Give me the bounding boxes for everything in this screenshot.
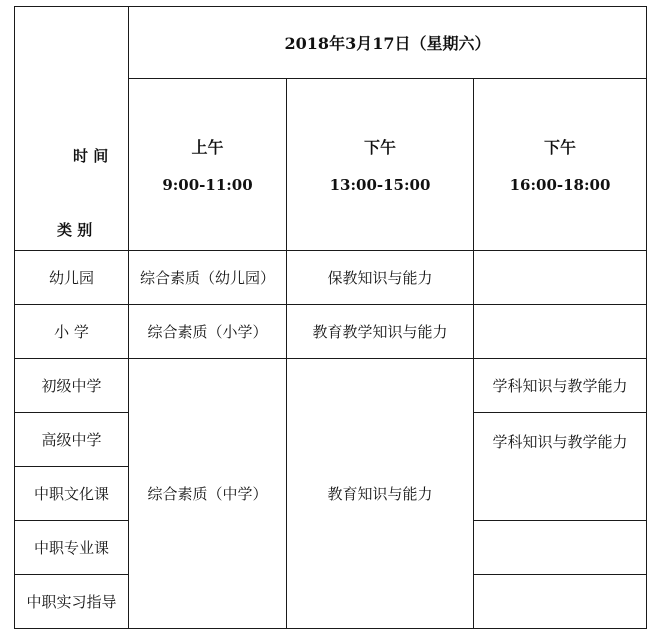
subject-cell: 综合素质（小学） xyxy=(129,305,287,359)
session-time: 9:00-11:00 xyxy=(162,176,253,194)
session-period: 下午 xyxy=(363,138,396,157)
subject-cell: 综合素质（幼儿园） xyxy=(129,251,287,305)
empty-cell xyxy=(474,251,647,305)
category-cell: 高级中学 xyxy=(15,413,129,467)
subject-cell: 学科知识与教学能力 xyxy=(474,359,647,413)
session-header-2 xyxy=(287,79,474,251)
subject-cell: 保教知识与能力 xyxy=(287,251,474,305)
category-cell: 中职文化课 xyxy=(15,467,129,521)
corner-time-label: 时 间 xyxy=(73,147,109,165)
exam-date-header: 2018年3月17日（星期六） xyxy=(129,7,647,79)
session-header-1 xyxy=(129,79,287,251)
session-period: 下午 xyxy=(543,138,576,157)
subject-cell-secondary-s1: 综合素质（中学） xyxy=(129,359,287,629)
category-cell: 小 学 xyxy=(15,305,129,359)
corner-category-label: 类 别 xyxy=(57,221,93,239)
category-cell: 初级中学 xyxy=(15,359,129,413)
subject-cell-secondary-s2: 教育知识与能力 xyxy=(287,359,474,629)
session-header-3 xyxy=(474,79,647,251)
subject-cell: 学科知识与教学能力 xyxy=(474,413,647,521)
subject-cell: 教育教学知识与能力 xyxy=(287,305,474,359)
table-row xyxy=(15,359,647,413)
empty-cell xyxy=(474,575,647,629)
session-time: 13:00-15:00 xyxy=(329,176,431,194)
category-cell: 中职实习指导 xyxy=(15,575,129,629)
session-time: 16:00-18:00 xyxy=(509,176,611,194)
empty-cell xyxy=(474,521,647,575)
category-cell: 幼儿园 xyxy=(15,251,129,305)
corner-header-cell xyxy=(15,7,129,251)
session-period: 上午 xyxy=(191,138,224,157)
empty-cell xyxy=(474,305,647,359)
category-cell: 中职专业课 xyxy=(15,521,129,575)
exam-schedule-table xyxy=(14,6,647,629)
table-row xyxy=(15,251,647,305)
table-row xyxy=(15,305,647,359)
